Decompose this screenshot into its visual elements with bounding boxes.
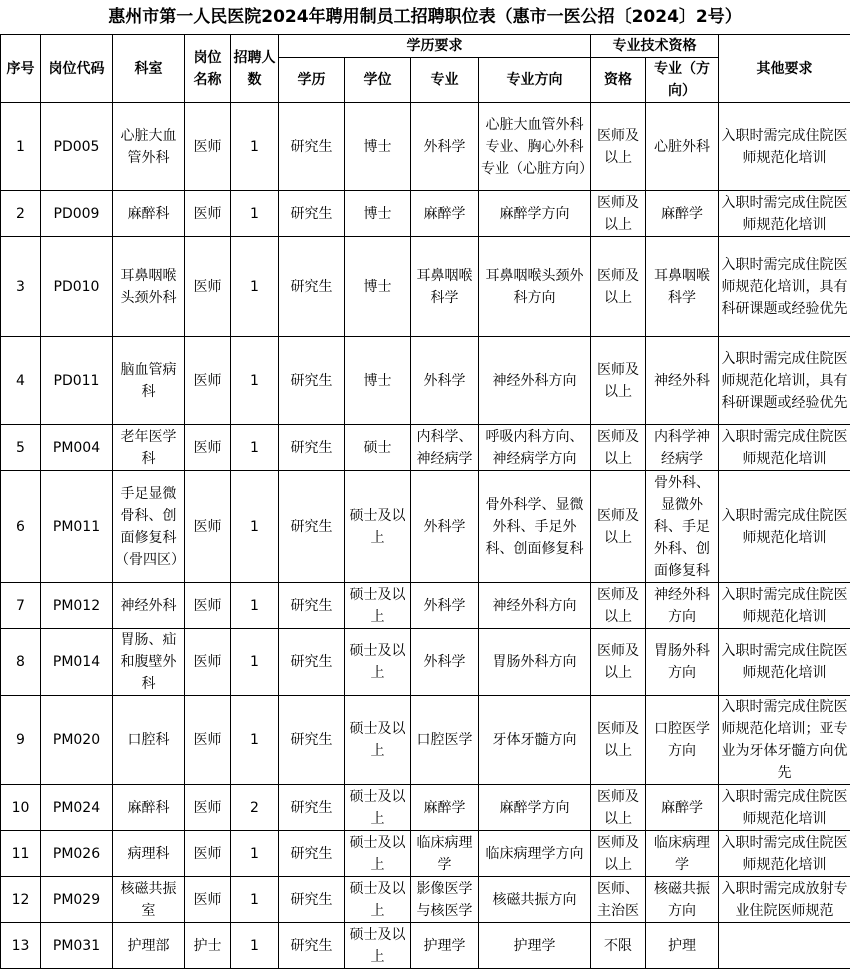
header-code: 岗位代码: [41, 35, 113, 103]
cell-post: 医师: [185, 425, 231, 471]
cell-major: 耳鼻咽喉科学: [411, 237, 479, 337]
cell-code: PM029: [41, 877, 113, 923]
cell-qual: 医师及以上: [591, 696, 646, 785]
cell-major: 口腔医学: [411, 696, 479, 785]
header-edu: 学历: [279, 58, 345, 103]
cell-seq: 10: [1, 785, 41, 831]
cell-other: 入职时需完成住院医师规范化培训: [719, 103, 850, 191]
cell-spec: 口腔医学方向: [646, 696, 719, 785]
cell-qual: 医师及以上: [591, 425, 646, 471]
cell-qual: 医师及以上: [591, 831, 646, 877]
table-row: [1, 629, 850, 696]
cell-code: PM004: [41, 425, 113, 471]
cell-qual: 医师及以上: [591, 103, 646, 191]
cell-spec: 骨外科、显微外科、手足外科、创面修复科: [646, 471, 719, 583]
cell-direction: 牙体牙髓方向: [479, 696, 591, 785]
cell-code: PM012: [41, 583, 113, 629]
cell-post: 医师: [185, 785, 231, 831]
cell-dept: 胃肠、疝和腹壁外科: [113, 629, 185, 696]
cell-degree: 博士: [345, 337, 411, 425]
cell-degree: 硕士及以上: [345, 785, 411, 831]
cell-code: PM020: [41, 696, 113, 785]
cell-qual: 医师、主治医: [591, 877, 646, 923]
cell-degree: 硕士及以上: [345, 629, 411, 696]
cell-count: 1: [231, 471, 279, 583]
table-row: [1, 923, 850, 969]
cell-seq: 9: [1, 696, 41, 785]
cell-degree: 硕士及以上: [345, 583, 411, 629]
cell-count: 1: [231, 583, 279, 629]
cell-direction: 麻醉学方向: [479, 785, 591, 831]
cell-major: 临床病理学: [411, 831, 479, 877]
cell-other: [719, 923, 850, 969]
cell-dept: 心脏大血管外科: [113, 103, 185, 191]
cell-dept: 麻醉科: [113, 191, 185, 237]
table-row: [1, 103, 850, 191]
cell-post: 医师: [185, 831, 231, 877]
cell-dept: 神经外科: [113, 583, 185, 629]
cell-count: 1: [231, 191, 279, 237]
cell-code: PM011: [41, 471, 113, 583]
cell-degree: 硕士及以上: [345, 696, 411, 785]
header-qual: 资格: [591, 58, 646, 103]
cell-edu: 研究生: [279, 696, 345, 785]
cell-code: PD005: [41, 103, 113, 191]
cell-post: 医师: [185, 191, 231, 237]
cell-edu: 研究生: [279, 191, 345, 237]
cell-major: 外科学: [411, 103, 479, 191]
cell-edu: 研究生: [279, 831, 345, 877]
cell-seq: 3: [1, 237, 41, 337]
cell-count: 1: [231, 337, 279, 425]
table-row: [1, 425, 850, 471]
cell-spec: 麻醉学: [646, 191, 719, 237]
cell-qual: 医师及以上: [591, 191, 646, 237]
cell-seq: 5: [1, 425, 41, 471]
cell-edu: 研究生: [279, 103, 345, 191]
cell-seq: 13: [1, 923, 41, 969]
cell-seq: 8: [1, 629, 41, 696]
cell-dept: 手足显微骨科、创面修复科（骨四区）: [113, 471, 185, 583]
cell-other: 入职时需完成住院医师规范化培训: [719, 425, 850, 471]
cell-dept: 耳鼻咽喉头颈外科: [113, 237, 185, 337]
cell-degree: 硕士: [345, 425, 411, 471]
cell-major: 外科学: [411, 337, 479, 425]
cell-spec: 耳鼻咽喉科学: [646, 237, 719, 337]
cell-dept: 脑血管病科: [113, 337, 185, 425]
cell-degree: 硕士及以上: [345, 923, 411, 969]
cell-edu: 研究生: [279, 471, 345, 583]
cell-other: 入职时需完成住院医师规范化培训: [719, 785, 850, 831]
cell-major: 外科学: [411, 471, 479, 583]
cell-major: 内科学、神经病学: [411, 425, 479, 471]
header-count: 招聘人数: [231, 35, 279, 103]
cell-edu: 研究生: [279, 785, 345, 831]
header-degree: 学位: [345, 58, 411, 103]
cell-degree: 硕士及以上: [345, 877, 411, 923]
cell-dept: 口腔科: [113, 696, 185, 785]
cell-other: 入职时需完成住院医师规范化培训: [719, 831, 850, 877]
cell-seq: 2: [1, 191, 41, 237]
cell-degree: 博士: [345, 191, 411, 237]
cell-post: 医师: [185, 696, 231, 785]
cell-major: 麻醉学: [411, 785, 479, 831]
cell-seq: 6: [1, 471, 41, 583]
cell-qual: 医师及以上: [591, 237, 646, 337]
header-post: 岗位名称: [185, 35, 231, 103]
cell-edu: 研究生: [279, 923, 345, 969]
cell-spec: 神经外科方向: [646, 583, 719, 629]
cell-major: 麻醉学: [411, 191, 479, 237]
header-edu-group: 学历要求: [279, 35, 591, 58]
cell-qual: 医师及以上: [591, 337, 646, 425]
cell-dept: 老年医学科: [113, 425, 185, 471]
cell-seq: 7: [1, 583, 41, 629]
cell-seq: 12: [1, 877, 41, 923]
cell-count: 1: [231, 103, 279, 191]
cell-spec: 胃肠外科方向: [646, 629, 719, 696]
cell-count: 1: [231, 831, 279, 877]
cell-direction: 胃肠外科方向: [479, 629, 591, 696]
cell-spec: 临床病理学: [646, 831, 719, 877]
header-other: 其他要求: [719, 35, 850, 103]
cell-code: PD011: [41, 337, 113, 425]
cell-spec: 核磁共振方向: [646, 877, 719, 923]
cell-direction: 麻醉学方向: [479, 191, 591, 237]
cell-code: PD009: [41, 191, 113, 237]
cell-edu: 研究生: [279, 337, 345, 425]
cell-post: 医师: [185, 583, 231, 629]
cell-edu: 研究生: [279, 877, 345, 923]
cell-qual: 医师及以上: [591, 785, 646, 831]
cell-code: PM026: [41, 831, 113, 877]
header-tech-group: 专业技术资格: [591, 35, 719, 58]
recruitment-table: [0, 34, 850, 969]
cell-dept: 核磁共振室: [113, 877, 185, 923]
cell-seq: 1: [1, 103, 41, 191]
cell-seq: 4: [1, 337, 41, 425]
cell-direction: 核磁共振方向: [479, 877, 591, 923]
cell-seq: 11: [1, 831, 41, 877]
header-dept: 科室: [113, 35, 185, 103]
cell-spec: 心脏外科: [646, 103, 719, 191]
cell-direction: 呼吸内科方向、神经病学方向: [479, 425, 591, 471]
cell-count: 1: [231, 237, 279, 337]
cell-other: 入职时需完成住院医师规范化培训: [719, 583, 850, 629]
cell-count: 2: [231, 785, 279, 831]
cell-degree: 博士: [345, 237, 411, 337]
cell-edu: 研究生: [279, 629, 345, 696]
cell-degree: 硕士及以上: [345, 471, 411, 583]
cell-other: 入职时需完成住院医师规范化培训: [719, 629, 850, 696]
header-major: 专业: [411, 58, 479, 103]
cell-direction: 耳鼻咽喉头颈外科方向: [479, 237, 591, 337]
cell-major: 影像医学与核医学: [411, 877, 479, 923]
cell-degree: 博士: [345, 103, 411, 191]
cell-direction: 心脏大血管外科专业、胸心外科专业（心脏方向）: [479, 103, 591, 191]
cell-other: 入职时需完成住院医师规范化培训，具有科研课题或经验优先: [719, 237, 850, 337]
table-row: [1, 696, 850, 785]
cell-other: 入职时需完成住院医师规范化培训，具有科研课题或经验优先: [719, 337, 850, 425]
cell-qual: 医师及以上: [591, 583, 646, 629]
cell-code: PM031: [41, 923, 113, 969]
cell-edu: 研究生: [279, 237, 345, 337]
cell-major: 外科学: [411, 629, 479, 696]
cell-dept: 病理科: [113, 831, 185, 877]
cell-major: 护理学: [411, 923, 479, 969]
cell-post: 护士: [185, 923, 231, 969]
table-row: [1, 877, 850, 923]
cell-post: 医师: [185, 103, 231, 191]
cell-direction: 临床病理学方向: [479, 831, 591, 877]
cell-other: 入职时需完成住院医师规范化培训: [719, 191, 850, 237]
cell-count: 1: [231, 425, 279, 471]
cell-major: 外科学: [411, 583, 479, 629]
cell-count: 1: [231, 629, 279, 696]
cell-spec: 内科学神经病学: [646, 425, 719, 471]
cell-post: 医师: [185, 877, 231, 923]
cell-direction: 神经外科方向: [479, 337, 591, 425]
cell-direction: 骨外科学、显微外科、手足外科、创面修复科: [479, 471, 591, 583]
cell-qual: 医师及以上: [591, 629, 646, 696]
cell-count: 1: [231, 696, 279, 785]
cell-count: 1: [231, 877, 279, 923]
cell-post: 医师: [185, 629, 231, 696]
cell-dept: 护理部: [113, 923, 185, 969]
cell-qual: 医师及以上: [591, 471, 646, 583]
table-row: [1, 785, 850, 831]
cell-other: 入职时需完成住院医师规范化培训；亚专业为牙体牙髓方向优先: [719, 696, 850, 785]
cell-other: 入职时需完成放射专业住院医师规范: [719, 877, 850, 923]
table-row: [1, 337, 850, 425]
cell-spec: 护理: [646, 923, 719, 969]
cell-other: 入职时需完成住院医师规范化培训: [719, 471, 850, 583]
table-row: [1, 237, 850, 337]
cell-qual: 不限: [591, 923, 646, 969]
cell-degree: 硕士及以上: [345, 831, 411, 877]
cell-spec: 神经外科: [646, 337, 719, 425]
cell-direction: 护理学: [479, 923, 591, 969]
cell-code: PM024: [41, 785, 113, 831]
table-row: [1, 583, 850, 629]
cell-post: 医师: [185, 471, 231, 583]
cell-post: 医师: [185, 237, 231, 337]
header-direction: 专业方向: [479, 58, 591, 103]
cell-dept: 麻醉科: [113, 785, 185, 831]
cell-count: 1: [231, 923, 279, 969]
table-row: [1, 191, 850, 237]
header-seq: 序号: [1, 35, 41, 103]
header-spec: 专业（方向）: [646, 58, 719, 103]
cell-code: PD010: [41, 237, 113, 337]
table-row: [1, 471, 850, 583]
cell-post: 医师: [185, 337, 231, 425]
cell-edu: 研究生: [279, 425, 345, 471]
cell-spec: 麻醉学: [646, 785, 719, 831]
cell-edu: 研究生: [279, 583, 345, 629]
cell-code: PM014: [41, 629, 113, 696]
page-title: 惠州市第一人民医院2024年聘用制员工招聘职位表（惠市一医公招〔2024〕2号）: [0, 0, 850, 34]
table-row: [1, 831, 850, 877]
cell-direction: 神经外科方向: [479, 583, 591, 629]
